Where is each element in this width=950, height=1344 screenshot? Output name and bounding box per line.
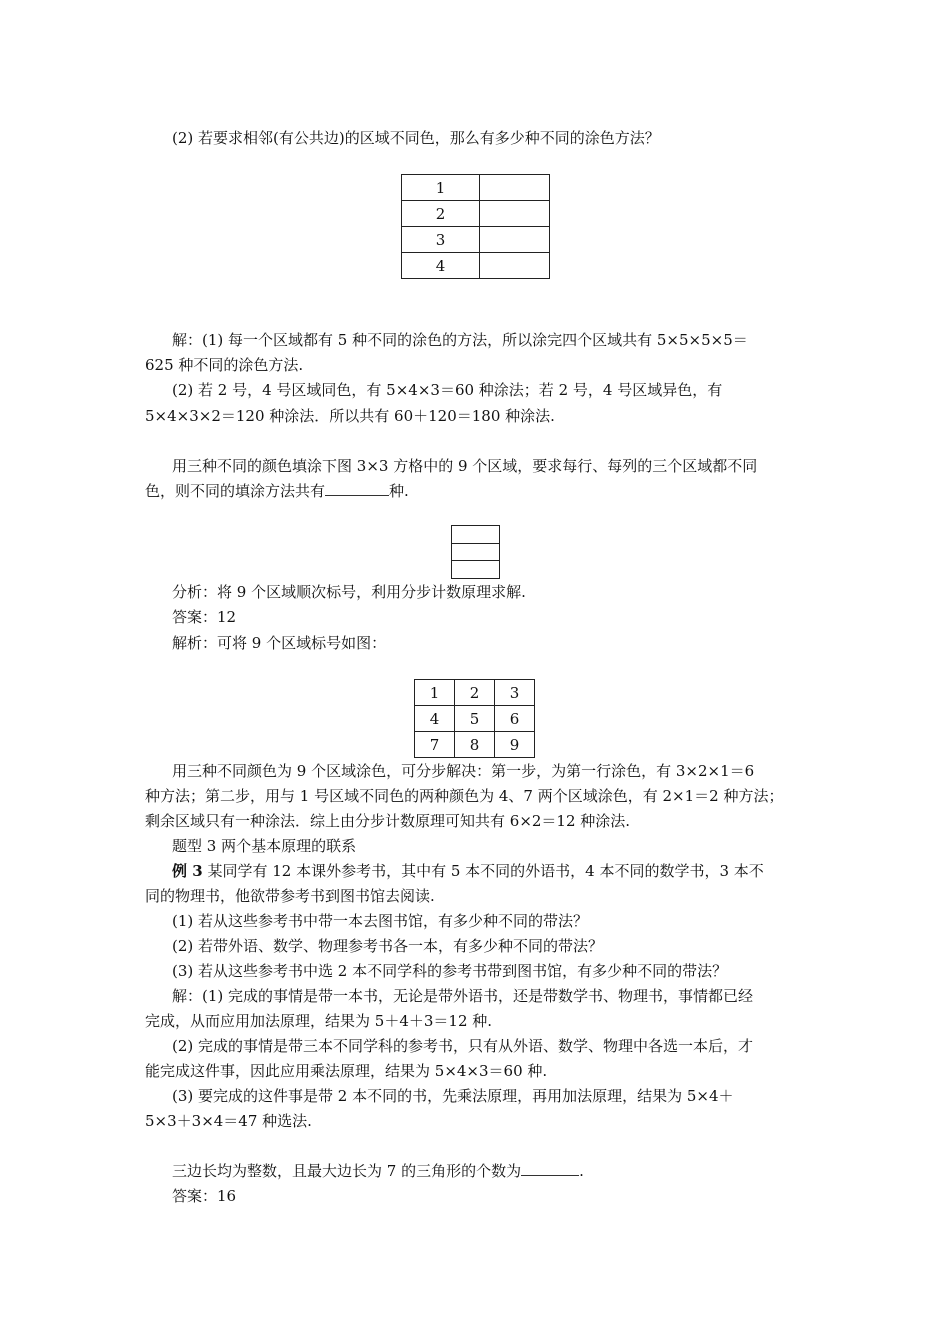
example-3-question: (3) 若从这些参考书中选 2 本不同学科的参考书带到图书馆，有多少种不同的带法？ [172,962,728,980]
grid-divider [452,543,499,544]
answer-blank [521,1161,579,1176]
analysis-text: 分析：将 9 个区域顺次标号，利用分步计数原理求解. [172,583,526,601]
grid-divider [452,560,499,561]
table-row: 4 5 6 [415,706,535,732]
problem-2-line: 用三种不同的颜色填涂下图 3×3 方格中的 9 个区域，要求每行、每列的三个区域都不同 [172,457,758,475]
table-row: 1 [402,175,550,201]
example-3-question: (1) 若从这些参考书中带一本去图书馆，有多少种不同的带法？ [172,912,589,930]
example-3-solution: 能完成这件事，因此应用乘法原理，结果为 5×4×3＝60 种. [145,1062,548,1080]
explain-text: 解析：可将 9 个区域标号如图： [172,634,387,652]
solution-1-line: 625 种不同的涂色方法. [145,356,304,374]
small-grid-figure [451,525,500,579]
example-3-solution: 完成，从而应用加法原理，结果为 5＋4＋3＝12 种. [145,1012,493,1030]
four-region-table [401,174,550,279]
problem-2-line: 色，则不同的填涂方法共有 种. [145,482,409,500]
problem-4-line: 三边长均为整数，且最大边长为 7 的三角形的个数为 . [172,1162,584,1180]
example-3-solution: 解：(1) 完成的事情是带一本书，无论是带外语书，还是带数学书、物理书，事情都已经 [172,987,754,1005]
answer-blank [325,481,389,496]
example-3-line: 同的物理书，他欲带参考书到图书馆去阅读. [145,887,435,905]
table-row: 4 [402,253,550,279]
solution-1-line: 解：(1) 每一个区域都有 5 种不同的涂色的方法，所以涂完四个区域共有 5×5×5×5＝ [172,331,748,349]
answer-text: 答案：12 [172,608,237,626]
table-row: 1 2 3 [415,680,535,706]
example-3-solution: (3) 要完成的这件事是带 2 本不同的书，先乘法原理，再用加法原理，结果为 5×4＋ [172,1087,734,1105]
solution-2-line: 种方法；第二步，用与 1 号区域不同色的两种颜色为 4、7 两个区域涂色，有 2×1＝2 种方法； [145,787,784,805]
example-3-solution: 5×3＋3×4＝47 种选法. [145,1112,312,1130]
table-row: 7 8 9 [415,732,535,758]
answer-text: 答案：16 [172,1187,237,1205]
question-2: (2) 若要求相邻(有公共边)的区域不同色，那么有多少种不同的涂色方法？ [172,129,660,147]
solution-1-line: (2) 若 2 号，4 号区域同色，有 5×4×3＝60 种涂法；若 2 号，4 号区域异色，有 [172,381,723,399]
table-row: 3 [402,227,550,253]
solution-2-line: 用三种不同颜色为 9 个区域涂色，可分步解决：第一步，为第一行涂色，有 3×2×1＝6 [172,762,755,780]
example-3-solution: (2) 完成的事情是带三本不同学科的参考书，只有从外语、数学、物理中各选一本后，才 [172,1037,754,1055]
example-label: 例 3 [172,862,203,880]
example-3-line: 例 3 某同学有 12 本课外参考书，其中有 5 本不同的外语书，4 本不同的数学书，3 本不 [172,862,764,880]
table-row: 2 [402,201,550,227]
example-3-question: (2) 若带外语、数学、物理参考书各一本，有多少种不同的带法？ [172,937,604,955]
solution-1-line: 5×4×3×2＝120 种涂法．所以共有 60＋120＝180 种涂法. [145,407,555,425]
nine-region-table [414,679,535,758]
solution-2-line: 剩余区域只有一种涂法．综上由分步计数原理可知共有 6×2＝12 种涂法. [145,812,631,830]
section-heading: 题型 3 两个基本原理的联系 [172,837,357,855]
